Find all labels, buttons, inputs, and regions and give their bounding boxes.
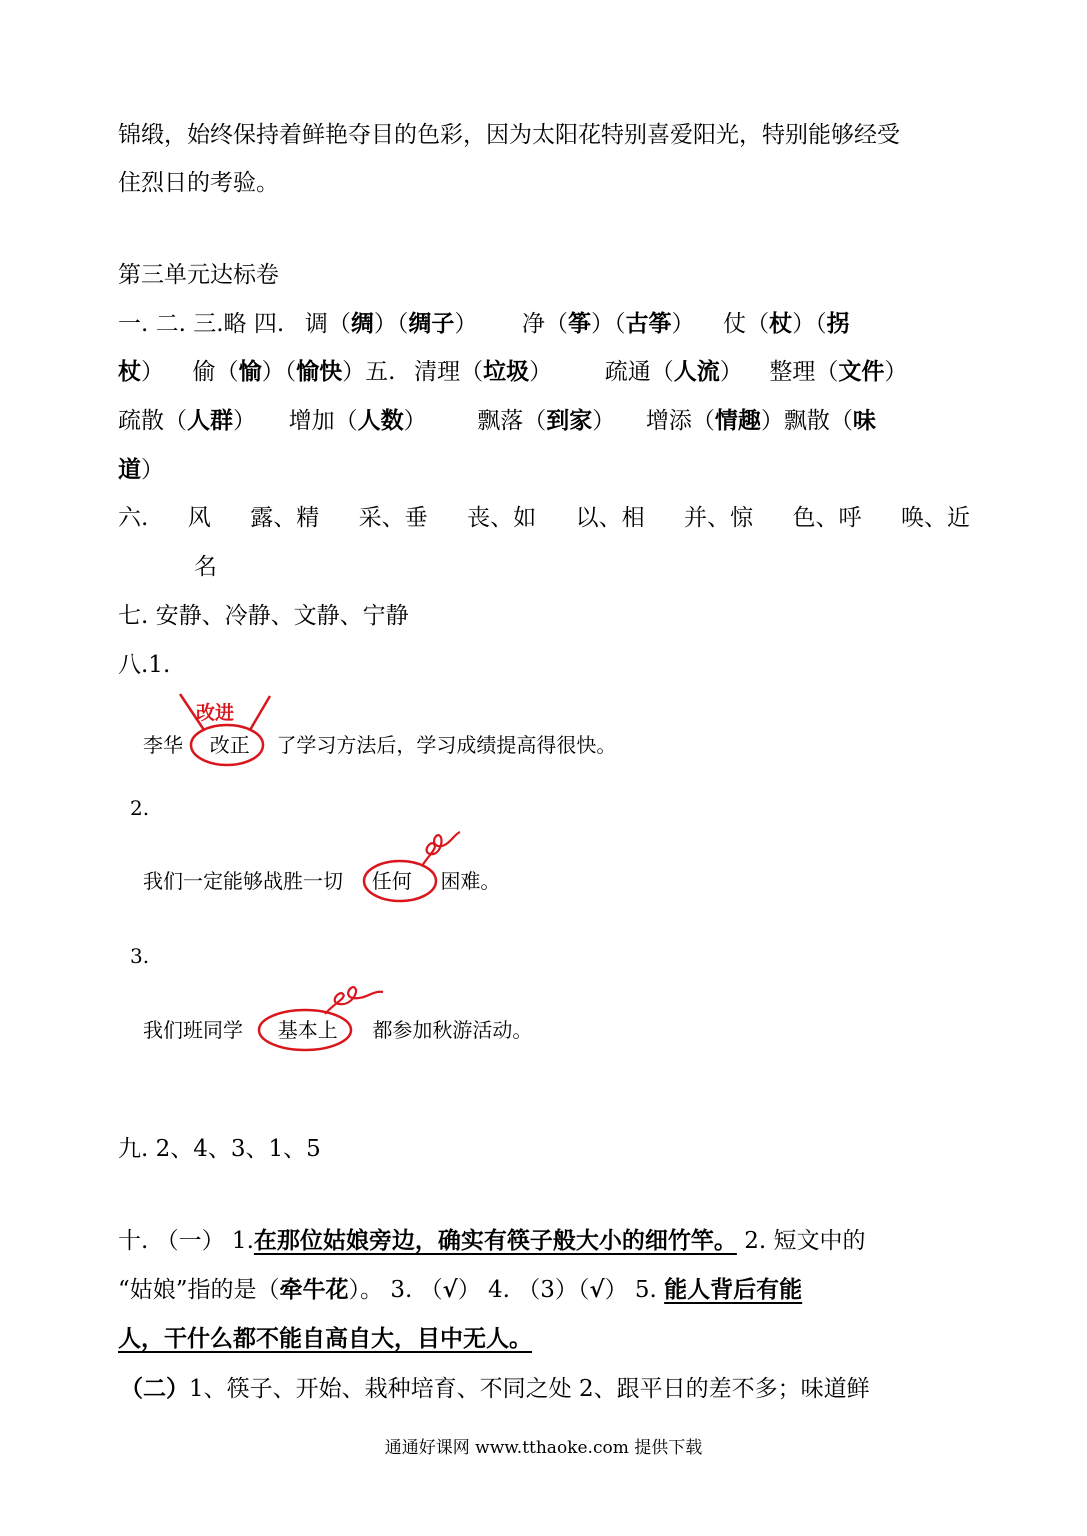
q10-text: “姑娘”指的是（ [118,1277,280,1303]
sentence-text: 李华 [143,733,183,757]
pair-word-1: 杖 [769,310,793,337]
q6-idiom-part: 以、相 [575,505,645,531]
q1-4-prefix: 一. 二. 三.略 四. [118,311,285,337]
q5-obj: 人流 [673,358,720,385]
q10-part-2-label: （二） [120,1375,189,1402]
q1-4-line: 一. 二. 三.略 四. 调（绸）（绸子） 净（筝）（古筝） 仗（杖）（拐 [118,310,850,337]
q5-line-2: 疏散（人群） 增加（人数） 飘落（到家） 增添（情趣）飘散（味 [118,407,876,434]
q6-idiom-part: 色、呼 [792,505,862,531]
deletion-mark [360,826,470,906]
sentence-text: 都参加秋游活动。 [372,1018,533,1042]
q5-verb: 增加 [288,408,335,434]
sentence-text: 我们班同学 [143,1018,243,1042]
pair-word-2: 拐 [826,310,850,337]
q9-line: 九. 2、4、3、1、5 [118,1136,321,1162]
q10-part-2-line [120,1374,870,1404]
q8-label: 八.1. [118,652,171,678]
q6-idiom-part: 唤、近 [900,505,970,531]
page-footer: 通通好课网 www.tthaoke.com 提供下载 [384,1438,703,1458]
sentence-text: 困难。 [440,869,501,893]
q5-verb: 疏散 [118,408,164,434]
pair-char: 调 [304,311,328,337]
pair-word-2: 愉快 [296,358,343,385]
intro-line-2: 住烈日的考验。 [118,170,279,196]
q5-obj: 味 [852,407,876,434]
pair-word-1: 愉 [238,358,262,385]
sentence-text: 我们一定能够战胜一切 [143,869,343,893]
intro-line-1: 锦缎，始终保持着鲜艳夺目的色彩，因为太阳花特别喜爱阳光，特别能够经受 [118,122,900,148]
q5-line-3: 道） [118,456,164,483]
q10-answer-5: 能人背后有能 [664,1276,803,1303]
q10-prefix: 十. （一） 1. [118,1228,254,1254]
checkmark-icon: √ [589,1276,605,1303]
pair-char: 净 [521,311,545,337]
q7-line: 七. 安静、冷静、文静、宁静 [118,603,409,629]
q10-line-3 [118,1324,532,1354]
q5-obj: 到家 [546,407,593,434]
q6-idiom-part: 露、精 [250,505,320,531]
q6-idiom-part: 丧、如 [467,505,537,531]
q5-verb: 清理 [414,359,461,385]
pair-word-1: 绸 [350,310,374,337]
pair-word-2: 古筝 [625,310,672,337]
q6-idiom-part: 并、惊 [684,505,754,531]
circled-word: 任何 [371,869,412,893]
q10-line-2 [118,1275,802,1305]
q6-idiom-part: 风 [187,505,211,531]
q10-text: ） 4. （3）（ [457,1277,590,1303]
q10-part-2-text: 1、筷子、开始、栽种培育、不同之处 2、跟平日的差不多；味道鲜 [189,1376,870,1402]
q5-line-1: 杖） 偷（愉）（愉快）五. 清理（垃圾） 疏通（人流） 整理（文件） [118,358,908,385]
q10-line-1 [118,1226,865,1256]
sentence-text: 了学习方法后，学习成绩提高得很快。 [276,733,617,757]
q10-answer-5-cont: 人，干什么都不能自高自大，目中无人。 [118,1325,532,1352]
q10-answer-2: 牵牛花 [279,1276,349,1303]
pair-char: 仗 [723,311,747,337]
correction-circle-mark [170,690,280,780]
q6-line-1 [118,503,970,533]
q5-verb: 飘散 [783,408,830,434]
q5-obj: 文件 [838,358,885,385]
q6-prefix: 六. [118,505,149,531]
q5-verb: 飘落 [477,408,524,434]
q5-obj: 人群 [187,407,233,434]
q5-obj: 人数 [357,407,404,434]
pair-word-2: 绸子 [408,310,455,337]
q8-num-3: 3. [130,944,150,968]
q10-text: ） 5. [604,1277,665,1303]
q6-idiom-part: 采、垂 [358,505,428,531]
pair-word-1: 筝 [567,310,591,337]
q6-line-2: 名 [194,554,217,580]
pair-char: 偷 [192,359,216,385]
q10-text: 2. 短文中的 [736,1228,866,1254]
pair-word-2-cont: 杖 [118,358,141,385]
unit-title: 第三单元达标卷 [118,262,279,288]
q5-verb: 整理 [769,359,816,385]
q5-obj: 情趣 [714,407,761,434]
correction-text: 改进 [196,702,235,724]
q5-verb: 增添 [645,408,692,434]
q5-verb: 疏通 [604,359,651,385]
q5-obj: 垃圾 [483,358,530,385]
circled-word: 基本上 [277,1018,338,1042]
q10-answer-1: 在那位姑娘旁边，确实有筷子般大小的细竹竿。 [253,1227,737,1254]
q8-num-2: 2. [130,796,150,820]
circled-word: 改正 [209,733,250,757]
q10-text: ）。 3. （ [348,1277,443,1303]
deletion-mark [255,982,395,1062]
q5-prefix: 五. [365,359,396,385]
checkmark-icon: √ [442,1276,458,1303]
q5-obj-cont: 道 [118,456,141,483]
